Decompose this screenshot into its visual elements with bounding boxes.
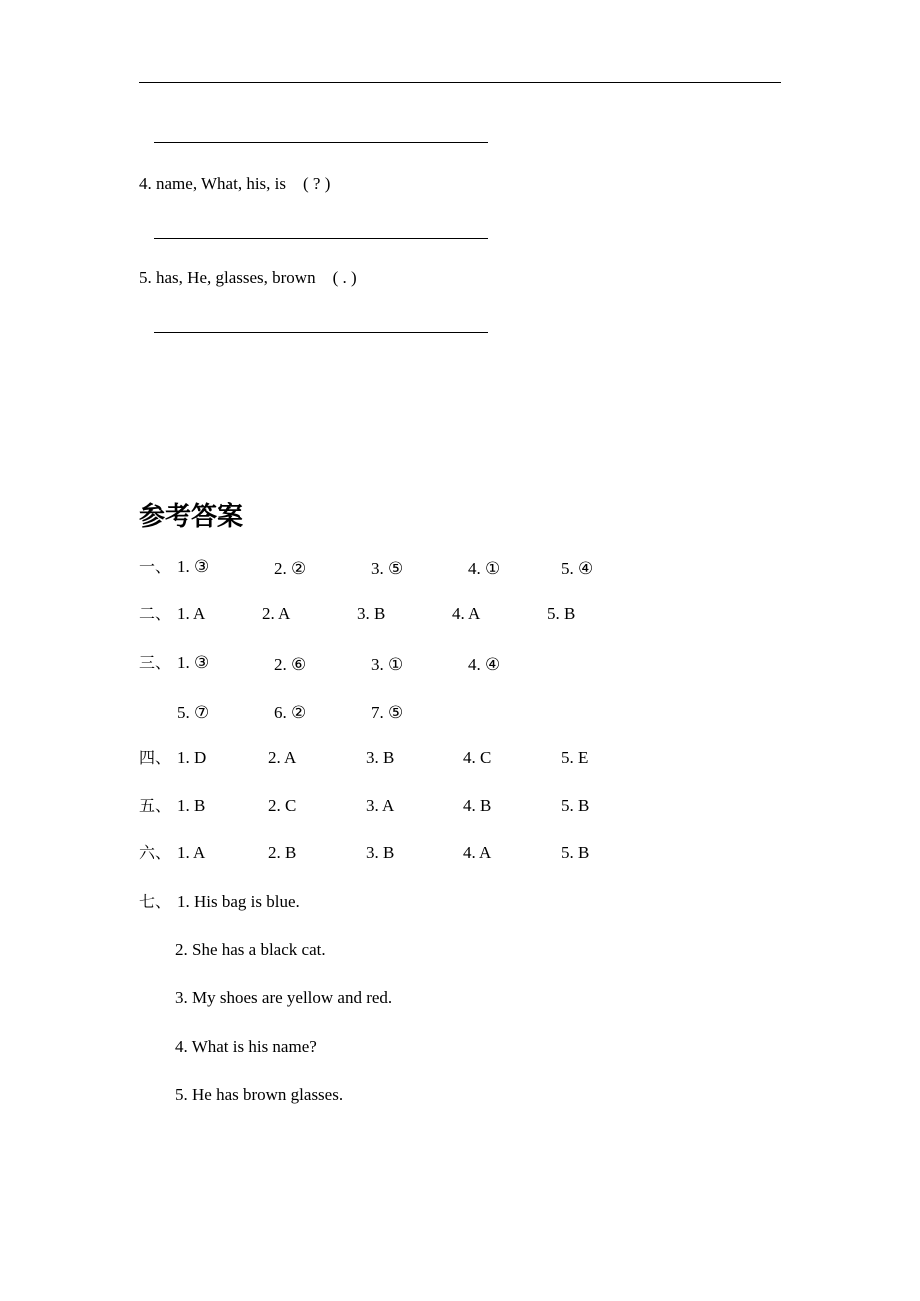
- answer-line-q4: [154, 238, 488, 239]
- answer-item: 5. ⑦: [177, 703, 210, 722]
- answer-item: 3. ①: [371, 655, 404, 674]
- answer-row-4: [0, 747, 920, 771]
- answer-item: 4. A: [463, 843, 492, 862]
- answer-item: 4. C: [463, 748, 492, 767]
- answer-item: 3. B: [366, 748, 395, 767]
- answer-item: 6. ②: [274, 703, 307, 722]
- answer-row-3a: [0, 652, 920, 676]
- section-label-6: 六、: [139, 843, 172, 862]
- question-4-words: name, What, his, is: [156, 174, 286, 193]
- section-label-7: 七、: [139, 892, 172, 911]
- answer-item: 2. ⑥: [274, 655, 307, 674]
- answer-item: 5. E: [561, 748, 589, 767]
- question-5-punct: ( . ): [332, 268, 357, 287]
- answer-item: 2. A: [268, 748, 297, 767]
- header-rule: [139, 82, 781, 83]
- answer-item: 3. ⑤: [371, 559, 404, 578]
- question-5-words: has, He, glasses, brown: [156, 268, 316, 287]
- answer-item: 5. B: [547, 604, 576, 623]
- question-5-number: 5.: [139, 268, 152, 287]
- answer-sentence: 5. He has brown glasses.: [175, 1085, 344, 1104]
- answer-row-1: [0, 556, 920, 580]
- section-label-4: 四、: [139, 748, 172, 767]
- answer-item: 1. D: [177, 748, 207, 767]
- answer-item: 4. ①: [468, 559, 501, 578]
- answer-sentence: 2. She has a black cat.: [175, 940, 326, 959]
- answer-sentence: 4. What is his name?: [175, 1037, 317, 1056]
- answer-item: 2. B: [268, 843, 297, 862]
- answer-row-2: [0, 603, 920, 627]
- answer-item: 1. ③: [177, 653, 210, 672]
- answer-item: 1. B: [177, 796, 206, 815]
- section-label-5: 五、: [139, 796, 172, 815]
- answer-item: 1. A: [177, 843, 206, 862]
- question-4-number: 4.: [139, 174, 152, 193]
- answer-item: 1. A: [177, 604, 206, 623]
- answer-item: 5. B: [561, 796, 590, 815]
- answer-item: 7. ⑤: [371, 703, 404, 722]
- answer-line-q5: [154, 332, 488, 333]
- section-label-2: 二、: [139, 604, 172, 623]
- question-4-punct: ( ? ): [303, 174, 331, 193]
- answer-item: 4. ④: [468, 655, 501, 674]
- answer-item: 5. B: [561, 843, 590, 862]
- answer-row-6: [0, 842, 920, 866]
- answer-item: 2. ②: [274, 559, 307, 578]
- answer-key-title: 参考答案: [139, 502, 244, 532]
- question-5: [139, 268, 357, 288]
- answer-line-q3: [154, 142, 488, 143]
- answer-item: 5. ④: [561, 559, 594, 578]
- answer-item: 3. B: [357, 604, 386, 623]
- answer-row-5: [0, 795, 920, 819]
- answer-sentence: 3. My shoes are yellow and red.: [175, 988, 393, 1007]
- answer-item: 4. A: [452, 604, 481, 623]
- answer-row-7: [0, 891, 920, 915]
- answer-item: 3. B: [366, 843, 395, 862]
- question-4: [139, 174, 330, 194]
- answer-item: 2. C: [268, 796, 297, 815]
- answer-item: 2. A: [262, 604, 291, 623]
- answer-row-3b: [0, 702, 920, 726]
- answer-sentence: 1. His bag is blue.: [177, 892, 300, 911]
- answer-item: 4. B: [463, 796, 492, 815]
- section-label-3: 三、: [139, 653, 172, 672]
- section-label-1: 一、: [139, 557, 172, 576]
- answer-item: 3. A: [366, 796, 395, 815]
- answer-item: 1. ③: [177, 557, 210, 576]
